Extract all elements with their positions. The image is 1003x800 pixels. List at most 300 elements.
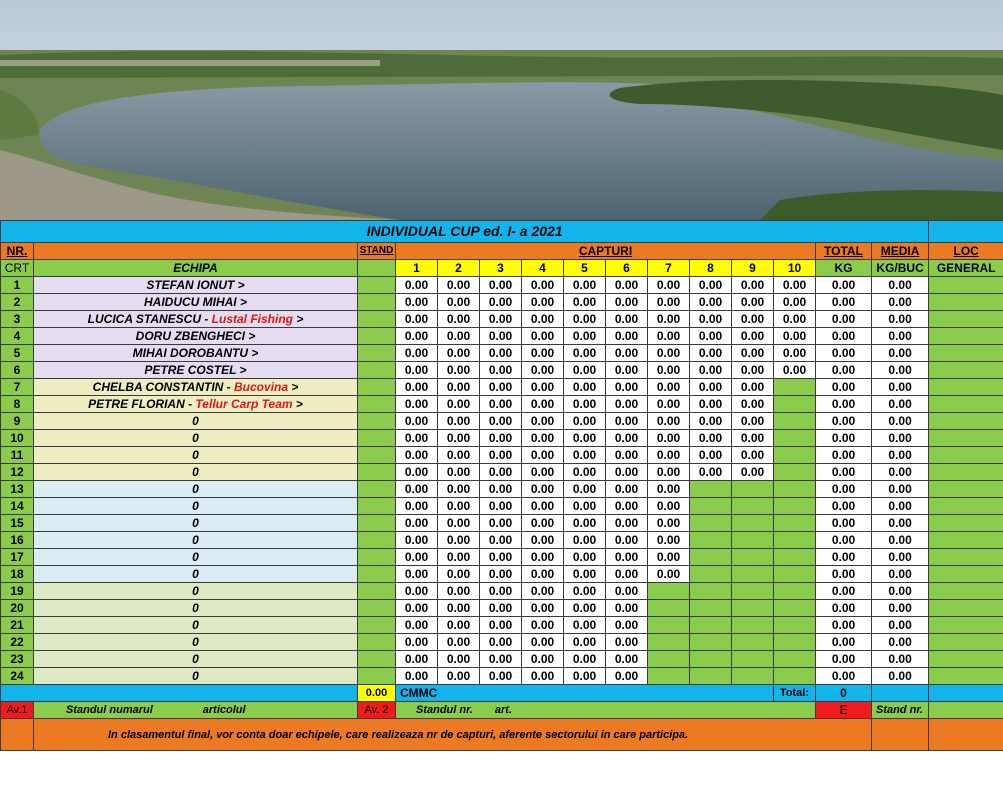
capture-cell[interactable]: 0.00 [648,379,690,396]
capture-cell[interactable]: 0.00 [606,617,648,634]
capture-cell[interactable]: 0.00 [564,617,606,634]
capture-cell[interactable]: 0.00 [564,277,606,294]
capture-cell[interactable]: 0.00 [648,345,690,362]
stand-cell[interactable] [358,532,396,549]
capture-cell[interactable]: 0.00 [522,379,564,396]
capture-cell[interactable]: 0.00 [606,379,648,396]
capture-cell[interactable]: 0.00 [732,464,774,481]
capture-cell[interactable]: 0.00 [438,532,480,549]
cmmc-spacer [1,685,358,702]
competitor-name-text: PETRE COSTEL > [144,363,247,377]
competitor-name-text: HAIDUCU MIHAI > [143,295,247,309]
capture-cell[interactable]: 0.00 [396,277,438,294]
total-kg-cell: 0.00 [816,430,872,447]
header-kg: KG [816,260,872,277]
stand-cell[interactable] [358,515,396,532]
capture-cell[interactable]: 0.00 [690,345,732,362]
capture-cell[interactable]: 0.00 [480,430,522,447]
capture-cell[interactable]: 0.00 [606,634,648,651]
capture-cell[interactable]: 0.00 [396,566,438,583]
competitor-name [34,532,358,549]
capture-cell[interactable]: 0.00 [480,651,522,668]
competitor-name-text: 0 [192,414,199,428]
capture-cell-disabled [774,481,816,498]
loc-general-cell [929,345,1003,362]
capture-cell[interactable]: 0.00 [438,447,480,464]
capture-cell[interactable]: 0.00 [774,362,816,379]
note-media-blank [872,719,929,751]
stand-cell[interactable] [358,583,396,600]
capture-cell-disabled [774,651,816,668]
stand-cell[interactable] [358,668,396,685]
capture-cell[interactable]: 0.00 [438,430,480,447]
capture-cell[interactable]: 0.00 [438,345,480,362]
competitor-name [34,566,358,583]
capture-cell[interactable]: 0.00 [438,498,480,515]
capture-cell[interactable]: 0.00 [480,413,522,430]
capture-cell[interactable]: 0.00 [732,311,774,328]
capture-cell[interactable]: 0.00 [522,532,564,549]
capture-cell[interactable]: 0.00 [438,362,480,379]
capture-cell[interactable]: 0.00 [480,498,522,515]
row-number: 22 [1,634,34,651]
capture-cell[interactable]: 0.00 [732,396,774,413]
capture-cell[interactable]: 0.00 [438,328,480,345]
stand-cell[interactable] [358,413,396,430]
row-number: 12 [1,464,34,481]
capture-cell-disabled [690,549,732,566]
capture-cell[interactable]: 0.00 [606,362,648,379]
capture-cell[interactable]: 0.00 [396,498,438,515]
stand-cell[interactable] [358,328,396,345]
capture-cell[interactable]: 0.00 [774,294,816,311]
capture-cell[interactable]: 0.00 [438,464,480,481]
capture-cell[interactable]: 0.00 [480,277,522,294]
capture-cell[interactable]: 0.00 [396,583,438,600]
capture-cell[interactable]: 0.00 [690,396,732,413]
capture-cell[interactable]: 0.00 [606,600,648,617]
capture-cell[interactable]: 0.00 [396,651,438,668]
capture-cell[interactable]: 0.00 [396,600,438,617]
capture-cell[interactable]: 0.00 [564,583,606,600]
media-cell: 0.00 [872,634,929,651]
capture-cell-disabled [774,583,816,600]
stand-cell[interactable] [358,311,396,328]
capture-cell[interactable]: 0.00 [522,668,564,685]
competitor-name [34,396,358,413]
capture-cell[interactable]: 0.00 [564,447,606,464]
header-crt: CRT [1,260,34,277]
title-corner [929,221,1003,243]
stand-cell[interactable] [358,362,396,379]
capture-cell[interactable]: 0.00 [480,481,522,498]
capture-cell[interactable]: 0.00 [438,600,480,617]
loc-general-cell [929,362,1003,379]
capture-cell[interactable]: 0.00 [438,634,480,651]
table-row [1,328,1003,345]
capture-cell[interactable]: 0.00 [606,532,648,549]
total-kg-cell: 0.00 [816,362,872,379]
competitor-name-text: DORU ZBENGHECI > [135,329,256,343]
total-kg-cell: 0.00 [816,311,872,328]
capture-cell[interactable]: 0.00 [396,515,438,532]
capture-cell[interactable]: 0.00 [648,481,690,498]
loc-general-cell [929,617,1003,634]
capture-cell[interactable]: 0.00 [564,396,606,413]
competitor-name [34,651,358,668]
stand-cell[interactable] [358,549,396,566]
capture-cell[interactable]: 0.00 [396,481,438,498]
capture-cell[interactable]: 0.00 [606,583,648,600]
capture-cell-disabled [690,600,732,617]
capture-cell[interactable]: 0.00 [438,481,480,498]
loc-general-cell [929,668,1003,685]
capture-cell[interactable]: 0.00 [690,447,732,464]
header-media: MEDIA [872,243,929,260]
capture-cell[interactable]: 0.00 [438,549,480,566]
capture-cell[interactable]: 0.00 [774,328,816,345]
capture-cell[interactable]: 0.00 [396,532,438,549]
row-number: 16 [1,532,34,549]
capture-cell[interactable]: 0.00 [438,515,480,532]
capture-cell[interactable]: 0.00 [774,311,816,328]
media-cell: 0.00 [872,515,929,532]
stand-cell[interactable] [358,600,396,617]
capture-cell[interactable]: 0.00 [648,498,690,515]
capture-cell[interactable]: 0.00 [564,651,606,668]
capture-cell[interactable]: 0.00 [648,328,690,345]
capture-cell[interactable]: 0.00 [564,532,606,549]
capture-cell[interactable]: 0.00 [480,379,522,396]
capture-cell[interactable]: 0.00 [396,396,438,413]
capture-cell[interactable]: 0.00 [396,379,438,396]
capture-cell[interactable]: 0.00 [564,600,606,617]
capture-cell[interactable]: 0.00 [396,447,438,464]
stand-cell[interactable] [358,566,396,583]
capture-cell[interactable]: 0.00 [522,481,564,498]
capture-cell[interactable]: 0.00 [438,651,480,668]
capture-col-header: 5 [564,260,606,277]
capture-cell[interactable]: 0.00 [480,583,522,600]
capture-cell[interactable]: 0.00 [648,549,690,566]
capture-cell[interactable]: 0.00 [564,413,606,430]
table-row [1,617,1003,634]
capture-cell[interactable]: 0.00 [564,549,606,566]
capture-cell[interactable]: 0.00 [522,277,564,294]
capture-cell[interactable]: 0.00 [564,345,606,362]
capture-cell[interactable]: 0.00 [396,413,438,430]
capture-cell[interactable]: 0.00 [606,430,648,447]
capture-cell[interactable]: 0.00 [648,277,690,294]
capture-cell-disabled [690,498,732,515]
capture-cell[interactable]: 0.00 [690,413,732,430]
capture-cell[interactable]: 0.00 [480,634,522,651]
capture-cell[interactable]: 0.00 [480,464,522,481]
capture-cell[interactable]: 0.00 [480,617,522,634]
loc-general-cell [929,566,1003,583]
capture-cell[interactable]: 0.00 [522,311,564,328]
capture-cell-disabled [732,549,774,566]
capture-cell-disabled [732,668,774,685]
capture-cell[interactable]: 0.00 [606,413,648,430]
capture-cell-disabled [732,617,774,634]
capture-cell[interactable]: 0.00 [522,600,564,617]
capture-cell[interactable]: 0.00 [480,515,522,532]
capture-cell[interactable]: 0.00 [522,515,564,532]
capture-cell[interactable]: 0.00 [732,277,774,294]
loc-general-cell [929,379,1003,396]
capture-cell[interactable]: 0.00 [480,345,522,362]
row-number: 3 [1,311,34,328]
capture-cell[interactable]: 0.00 [690,430,732,447]
capture-cell[interactable]: 0.00 [648,430,690,447]
capture-cell[interactable]: 0.00 [522,447,564,464]
capture-cell[interactable]: 0.00 [648,294,690,311]
stand-cell[interactable] [358,481,396,498]
capture-cell[interactable]: 0.00 [774,277,816,294]
capture-cell[interactable]: 0.00 [396,328,438,345]
capture-cell[interactable]: 0.00 [564,566,606,583]
media-cell: 0.00 [872,583,929,600]
stand-cell[interactable] [358,277,396,294]
loc-general-cell [929,328,1003,345]
capture-cell[interactable]: 0.00 [606,447,648,464]
stand-cell[interactable] [358,294,396,311]
capture-cell[interactable]: 0.00 [732,430,774,447]
media-cell: 0.00 [872,600,929,617]
competitor-name [34,277,358,294]
capture-cell[interactable]: 0.00 [648,413,690,430]
row-number: 19 [1,583,34,600]
capture-cell[interactable]: 0.00 [606,549,648,566]
capture-cell[interactable]: 0.00 [606,277,648,294]
capture-cell[interactable]: 0.00 [522,651,564,668]
capture-cell[interactable]: 0.00 [438,583,480,600]
capture-cell[interactable]: 0.00 [396,464,438,481]
capture-cell[interactable]: 0.00 [606,311,648,328]
competitor-name-text: 0 [192,516,199,530]
capture-cell[interactable]: 0.00 [438,379,480,396]
capture-cell[interactable]: 0.00 [690,328,732,345]
row-number: 20 [1,600,34,617]
capture-cell[interactable]: 0.00 [690,379,732,396]
loc-general-cell [929,464,1003,481]
capture-cell[interactable]: 0.00 [396,311,438,328]
capture-cell[interactable]: 0.00 [564,328,606,345]
stand-cell[interactable] [358,430,396,447]
header-stand-empty [358,260,396,277]
capture-cell[interactable]: 0.00 [690,362,732,379]
capture-cell[interactable]: 0.00 [396,362,438,379]
capture-cell[interactable]: 0.00 [606,498,648,515]
table-row [1,481,1003,498]
capture-cell[interactable]: 0.00 [564,481,606,498]
capture-cell[interactable]: 0.00 [522,345,564,362]
capture-cell[interactable]: 0.00 [732,294,774,311]
capture-cell[interactable]: 0.00 [732,345,774,362]
capture-cell[interactable]: 0.00 [480,328,522,345]
capture-cell[interactable]: 0.00 [438,277,480,294]
stand-cell[interactable] [358,464,396,481]
row-number: 2 [1,294,34,311]
capture-cell[interactable]: 0.00 [522,498,564,515]
capture-cell[interactable]: 0.00 [396,294,438,311]
capture-cell[interactable]: 0.00 [648,532,690,549]
capture-cell[interactable]: 0.00 [522,617,564,634]
capture-cell[interactable]: 0.00 [480,447,522,464]
row-number: 6 [1,362,34,379]
total-kg-cell: 0.00 [816,532,872,549]
capture-col-header: 3 [480,260,522,277]
header-total: TOTAL [816,243,872,260]
capture-cell[interactable]: 0.00 [522,362,564,379]
capture-cell[interactable]: 0.00 [480,549,522,566]
capture-cell[interactable]: 0.00 [522,634,564,651]
media-cell: 0.00 [872,430,929,447]
capture-cell[interactable]: 0.00 [480,600,522,617]
stand-cell[interactable] [358,345,396,362]
capture-col-header: 9 [732,260,774,277]
competitor-name-text: 0 [192,669,199,683]
capture-cell[interactable]: 0.00 [648,566,690,583]
stand-cell[interactable] [358,498,396,515]
capture-cell[interactable]: 0.00 [564,668,606,685]
media-cell: 0.00 [872,464,929,481]
capture-cell[interactable]: 0.00 [606,481,648,498]
competitor-name-text: 0 [192,567,199,581]
stand-cell[interactable] [358,379,396,396]
capture-cell[interactable]: 0.00 [564,294,606,311]
capture-cell[interactable]: 0.00 [396,430,438,447]
capture-cell[interactable]: 0.00 [522,583,564,600]
capture-cell[interactable]: 0.00 [396,345,438,362]
capture-cell-disabled [774,515,816,532]
capture-cell[interactable]: 0.00 [564,311,606,328]
capture-cell[interactable]: 0.00 [774,345,816,362]
capture-cell[interactable]: 0.00 [480,668,522,685]
competitor-name [34,430,358,447]
capture-col-header: 4 [522,260,564,277]
capture-cell[interactable]: 0.00 [438,294,480,311]
total-kg-cell: 0.00 [816,498,872,515]
capture-cell[interactable]: 0.00 [564,430,606,447]
capture-cell[interactable]: 0.00 [396,617,438,634]
capture-cell[interactable]: 0.00 [648,447,690,464]
capture-cell[interactable]: 0.00 [564,634,606,651]
capture-cell[interactable]: 0.00 [438,668,480,685]
capture-cell[interactable]: 0.00 [648,362,690,379]
total-kg-cell: 0.00 [816,617,872,634]
capture-cell[interactable]: 0.00 [606,328,648,345]
capture-cell-disabled [774,634,816,651]
capture-cell[interactable]: 0.00 [690,311,732,328]
capture-cell[interactable]: 0.00 [438,617,480,634]
capture-cell[interactable]: 0.00 [648,311,690,328]
capture-cell[interactable]: 0.00 [522,549,564,566]
capture-cell[interactable]: 0.00 [396,549,438,566]
capture-cell[interactable]: 0.00 [396,668,438,685]
capture-cell[interactable]: 0.00 [480,362,522,379]
competitor-name-text: 0 [192,584,199,598]
capture-cell[interactable]: 0.00 [648,515,690,532]
capture-cell[interactable]: 0.00 [522,413,564,430]
capture-cell[interactable]: 0.00 [438,566,480,583]
capture-cell[interactable]: 0.00 [732,413,774,430]
capture-cell[interactable]: 0.00 [732,362,774,379]
capture-cell[interactable]: 0.00 [606,345,648,362]
capture-cell[interactable]: 0.00 [522,566,564,583]
stand-cell[interactable] [358,396,396,413]
competitor-name-text: 0 [192,652,199,666]
capture-cell[interactable]: 0.00 [606,651,648,668]
total-kg-cell: 0.00 [816,345,872,362]
capture-cell[interactable]: 0.00 [732,328,774,345]
capture-cell[interactable]: 0.00 [564,498,606,515]
capture-cell[interactable]: 0.00 [438,311,480,328]
capture-cell[interactable]: 0.00 [606,566,648,583]
capture-cell[interactable]: 0.00 [438,413,480,430]
capture-cell[interactable]: 0.00 [522,464,564,481]
capture-cell[interactable]: 0.00 [564,379,606,396]
stand-cell[interactable] [358,617,396,634]
stand-cell[interactable] [358,447,396,464]
capture-cell[interactable]: 0.00 [480,294,522,311]
capture-cell[interactable]: 0.00 [606,464,648,481]
capture-cell[interactable]: 0.00 [564,464,606,481]
capture-cell[interactable]: 0.00 [732,447,774,464]
capture-cell[interactable]: 0.00 [732,379,774,396]
competitor-name [34,311,358,328]
capture-cell[interactable]: 0.00 [690,294,732,311]
header-kgbuc: KG/BUC [872,260,929,277]
capture-cell[interactable]: 0.00 [606,396,648,413]
loc-general-cell [929,311,1003,328]
media-cell: 0.00 [872,566,929,583]
capture-cell[interactable]: 0.00 [606,515,648,532]
capture-cell[interactable]: 0.00 [522,294,564,311]
stand-cell[interactable] [358,634,396,651]
capture-cell[interactable]: 0.00 [648,396,690,413]
capture-cell[interactable]: 0.00 [606,294,648,311]
total-kg-cell: 0.00 [816,583,872,600]
capture-cell[interactable]: 0.00 [480,566,522,583]
capture-col-header: 10 [774,260,816,277]
capture-cell[interactable]: 0.00 [522,396,564,413]
table-row [1,532,1003,549]
capture-cell[interactable]: 0.00 [396,634,438,651]
competitor-name-text: 0 [192,482,199,496]
capture-cell[interactable]: 0.00 [648,464,690,481]
capture-cell[interactable]: 0.00 [564,362,606,379]
capture-cell-disabled [648,600,690,617]
capture-cell[interactable]: 0.00 [606,668,648,685]
capture-cell[interactable]: 0.00 [522,430,564,447]
capture-cell[interactable]: 0.00 [480,532,522,549]
capture-cell[interactable]: 0.00 [522,328,564,345]
competitor-name-text: 0 [192,431,199,445]
capture-cell[interactable]: 0.00 [564,515,606,532]
capture-cell[interactable]: 0.00 [480,396,522,413]
capture-cell[interactable]: 0.00 [480,311,522,328]
capture-cell[interactable]: 0.00 [690,464,732,481]
team-name: Bucovina [233,380,288,394]
stand-cell[interactable] [358,651,396,668]
total-kg-cell: 0.00 [816,651,872,668]
loc-general-cell [929,634,1003,651]
table-row [1,430,1003,447]
capture-cell[interactable]: 0.00 [690,277,732,294]
capture-cell[interactable]: 0.00 [438,396,480,413]
